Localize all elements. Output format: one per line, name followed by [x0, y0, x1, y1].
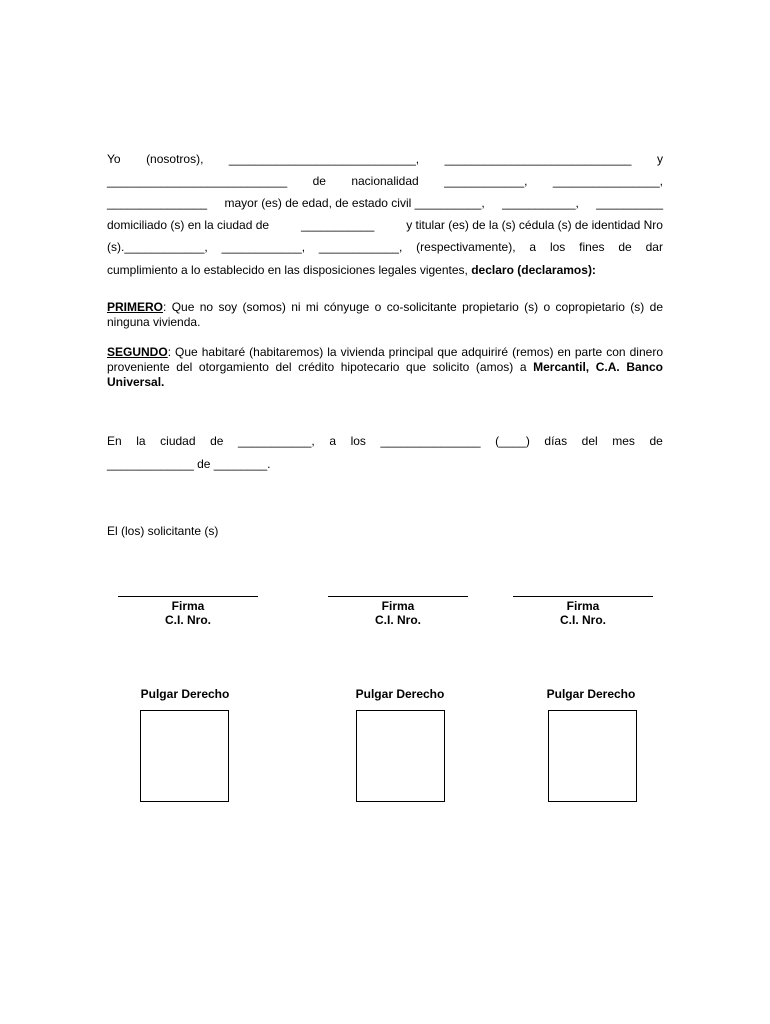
signature-line	[118, 596, 258, 597]
text-segment: de	[618, 240, 632, 254]
applicants-text: El (los) solicitante (s)	[107, 524, 219, 538]
thumb-label-2: Pulgar Derecho	[355, 687, 445, 701]
text-segment: y titular (es) de la (s) cédula (s) de identidad Nro	[406, 218, 663, 232]
blank-field: ___________,	[502, 196, 579, 210]
text-segment: días	[544, 434, 568, 448]
applicants-label	[107, 524, 663, 538]
text-segment: los	[549, 240, 566, 254]
firma-label: Firma	[171, 599, 205, 613]
place-line-2	[107, 457, 663, 471]
blank-field: ____________,	[318, 240, 403, 254]
declaration-line-4	[107, 218, 663, 232]
text-segment: (respectivamente),	[416, 240, 516, 254]
firma-label: Firma	[566, 599, 600, 613]
blank-field: _______________	[380, 434, 481, 448]
thumb-label-3: Pulgar Derecho	[546, 687, 636, 701]
signature-line	[513, 596, 653, 597]
primero-paragraph	[107, 300, 663, 330]
text-segment: del	[581, 434, 598, 448]
blank-field: ___________,	[238, 434, 315, 448]
text-segment: En	[107, 434, 122, 448]
signature-block-1	[103, 596, 273, 627]
text-segment: y	[656, 152, 663, 166]
signature-line	[328, 596, 468, 597]
segundo-text: : Que habitaré (habitaremos) la vivienda principal que adquiriré (remos) en parte con dinero proveniente del otorgamiento del crédito hipotecario que solicito (amos) a	[107, 345, 663, 374]
text-segment: Yo	[107, 152, 121, 166]
date-blank: _____________ de ________.	[107, 457, 271, 471]
text-segment: la	[136, 434, 146, 448]
declaro-bold: declaro (declaramos):	[471, 263, 596, 277]
declaration-line-5	[107, 240, 663, 254]
thumbprint-box-3	[548, 710, 637, 802]
bank-name: Mercantil, C.A. Banco Universal.	[107, 360, 663, 389]
firma-label: Firma	[381, 599, 415, 613]
blank-field: ________________,	[552, 174, 663, 188]
text-segment: mayor (es) de edad, de estado civil __________,	[224, 196, 485, 210]
declaration-line-6	[107, 263, 663, 277]
segundo-paragraph	[107, 345, 663, 390]
thumb-label-1: Pulgar Derecho	[140, 687, 230, 701]
text-segment: a	[329, 434, 337, 448]
text-segment: dar	[645, 240, 663, 254]
blank-field: (s).____________,	[107, 240, 208, 254]
signature-block-2	[313, 596, 483, 627]
text-segment: domiciliado (s) en la ciudad de	[107, 218, 270, 232]
declaration-line-1	[107, 152, 663, 166]
text-segment: de	[649, 434, 663, 448]
blank-field: _______________	[107, 196, 208, 210]
primero-text: : Que no soy (somos) ni mi cónyuge o co-solicitante propietario (s) o copropietario (s) de ninguna vivienda.	[107, 300, 663, 329]
declaration-line-3	[107, 196, 663, 210]
blank-field: ____________,	[444, 174, 528, 188]
text-segment: (nosotros),	[146, 152, 204, 166]
ci-label: C.I. Nro.	[374, 613, 421, 627]
text-segment: a	[529, 240, 537, 254]
text-segment: ciudad	[160, 434, 196, 448]
blank-field: ___________________________	[107, 174, 288, 188]
signature-block-3	[498, 596, 668, 627]
thumbprint-box-1	[140, 710, 229, 802]
ci-label: C.I. Nro.	[559, 613, 606, 627]
text-segment: fines	[579, 240, 605, 254]
blank-field: ___________	[300, 218, 375, 232]
blank-field: ____________________________	[444, 152, 632, 166]
primero-label: PRIMERO	[107, 300, 164, 314]
text-segment: nacionalidad	[351, 174, 419, 188]
text-segment: de	[210, 434, 224, 448]
text-segment: los	[350, 434, 366, 448]
blank-field: ____________________________,	[228, 152, 420, 166]
declaration-line-2	[107, 174, 663, 188]
blank-field: ____________,	[221, 240, 306, 254]
text-segment: de	[312, 174, 326, 188]
thumbprint-box-2	[356, 710, 445, 802]
blank-field: __________	[596, 196, 663, 210]
text-segment: cumplimiento a lo establecido en las disposiciones legales vigentes,	[107, 263, 468, 277]
text-segment: mes	[612, 434, 635, 448]
place-line-1	[107, 434, 663, 448]
ci-label: C.I. Nro.	[164, 613, 211, 627]
blank-field: (____)	[495, 434, 530, 448]
segundo-label: SEGUNDO	[107, 345, 168, 359]
